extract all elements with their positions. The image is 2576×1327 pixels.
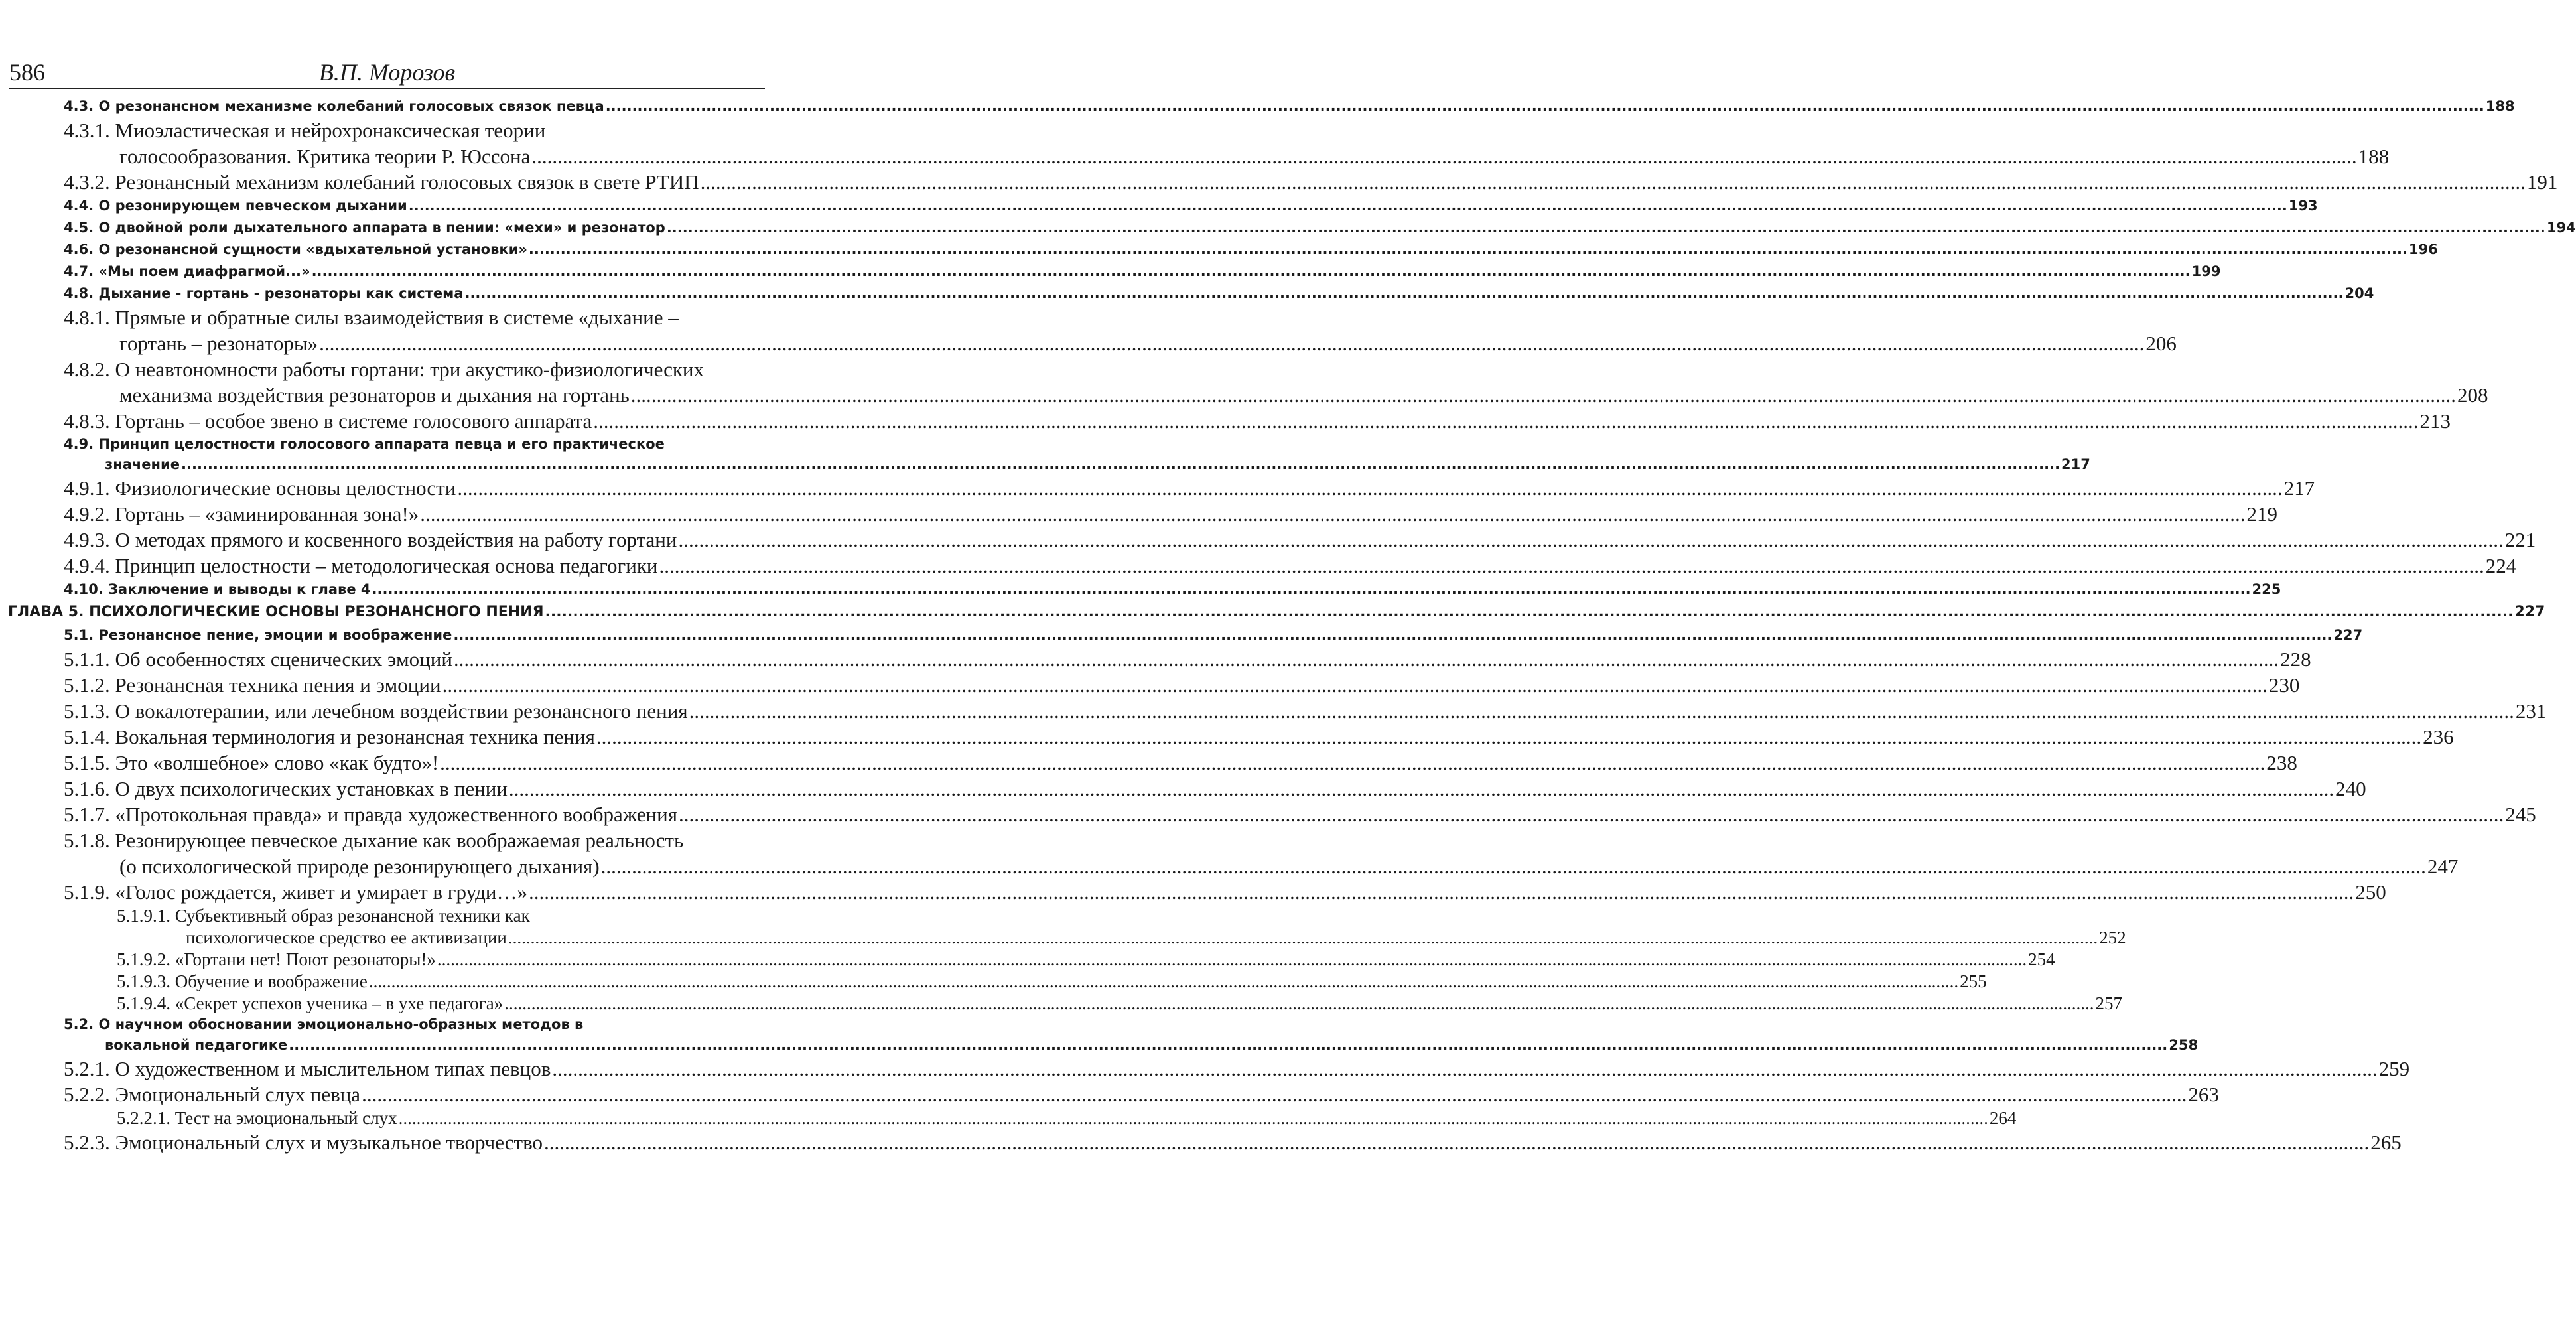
toc-entry-title: 4.9.2. Гортань – «заминированная зона!» xyxy=(64,502,419,525)
dot-leader xyxy=(440,750,2265,776)
dot-leader xyxy=(181,454,2060,475)
dot-leader xyxy=(596,724,2421,750)
dot-leader xyxy=(701,169,2526,195)
toc-entry-page: 228 xyxy=(2280,648,2311,671)
toc-entry-title: 5.1.8. Резонирующее певческое дыхание как воображаемая реальность xyxy=(64,829,684,852)
toc-entry-page: 194 xyxy=(2546,220,2576,236)
dot-leader xyxy=(362,1082,2187,1107)
toc-entry-page: 255 xyxy=(1960,971,1987,991)
toc-entry-title: 4.8. Дыхание - гортань - резонаторы как система xyxy=(64,285,464,301)
toc-entry xyxy=(0,501,2278,527)
toc-entry xyxy=(0,993,2122,1014)
toc-entry-page: 217 xyxy=(2061,456,2090,472)
toc-entry xyxy=(0,1107,2017,1129)
toc-entry xyxy=(0,905,2126,949)
toc-entry-page: 231 xyxy=(2515,699,2547,723)
dot-leader xyxy=(606,96,2484,117)
dot-leader xyxy=(678,527,2503,553)
toc-entry-title: 4.9.3. О методах прямого и косвенного воздействия на работу гортани xyxy=(64,528,677,551)
dot-leader xyxy=(289,1035,2167,1056)
toc-entry-page: 213 xyxy=(2419,409,2451,433)
toc-entry xyxy=(0,600,2545,624)
toc-entry xyxy=(0,527,2536,553)
dot-leader xyxy=(420,501,2245,527)
toc-entry xyxy=(0,434,2090,475)
toc-entry-page: 236 xyxy=(2423,725,2454,748)
toc-entry-page: 264 xyxy=(1989,1108,2017,1128)
toc-entry-page: 206 xyxy=(2145,332,2177,355)
toc-entry-page: 263 xyxy=(2188,1083,2219,1106)
toc-entry-title: 4.3. О резонансном механизме колебаний голосовых связок певца xyxy=(64,98,604,114)
toc-entry-title: 4.5. О двойной роли дыхательного аппарата в пении: «мехи» и резонатор xyxy=(64,220,665,236)
toc-entry-title: 5.2.1. О художественном и мыслительном типах певцов xyxy=(64,1057,551,1080)
toc-entry-title: 4.7. «Мы поем диафрагмой...» xyxy=(64,263,310,279)
toc-entry-page: 188 xyxy=(2485,98,2515,114)
toc-entry-continuation xyxy=(64,330,2177,356)
dot-leader xyxy=(454,646,2279,672)
toc-entry-page: 225 xyxy=(2252,581,2281,597)
toc-entry-title: 4.10. Заключение и выводы к главе 4 xyxy=(64,581,371,597)
toc-entry-title: 5.1.7. «Протокольная правда» и правда художественного воображения xyxy=(64,803,677,826)
toc-entry-page: 250 xyxy=(2355,880,2386,904)
dot-leader xyxy=(531,143,2356,169)
toc-entry xyxy=(0,1014,2199,1056)
toc-entry xyxy=(0,698,2547,724)
dot-leader xyxy=(457,475,2282,501)
dot-leader xyxy=(509,776,2334,802)
toc-entry xyxy=(0,169,2558,195)
toc-entry xyxy=(0,96,2515,117)
toc-entry-title-continued: механизма воздействия резонаторов и дыхания на гортань xyxy=(119,384,630,407)
toc-entry-title: 5.2.2.1. Тест на эмоциональный слух xyxy=(117,1108,397,1128)
dot-leader xyxy=(437,949,2027,971)
dot-leader xyxy=(464,283,2343,305)
dot-leader xyxy=(529,879,2354,905)
toc-entry-page: 259 xyxy=(2378,1057,2410,1080)
toc-entry-page: 191 xyxy=(2526,171,2558,194)
toc-entry xyxy=(0,624,2363,646)
toc-entry-continuation xyxy=(64,1035,2199,1056)
toc-entry xyxy=(0,879,2386,905)
toc-entry-title: 5.1. Резонансное пение, эмоции и воображение xyxy=(64,627,452,643)
toc-entry-title: 5.2.2. Эмоциональный слух певца xyxy=(64,1083,361,1106)
toc-entry xyxy=(0,672,2300,698)
toc-entry-page: 240 xyxy=(2335,777,2366,800)
toc-entry-page: 247 xyxy=(2427,855,2459,878)
toc-entry xyxy=(0,283,2374,305)
toc-entry xyxy=(0,195,2318,217)
toc-entry-title: 5.1.9.2. «Гортани нет! Поют резонаторы!» xyxy=(117,949,436,969)
dot-leader xyxy=(508,927,2098,949)
toc-entry-title: 5.1.9.3. Обучение и воображение xyxy=(117,971,368,991)
toc-entry xyxy=(0,356,2488,408)
toc-entry xyxy=(0,802,2536,827)
running-head-author: В.П. Морозов xyxy=(318,59,456,86)
toc-entry-title: 5.1.9.1. Субъективный образ резонансной техники как xyxy=(117,906,530,926)
dot-leader xyxy=(529,239,2407,261)
toc-entry xyxy=(0,305,2177,356)
toc-entry xyxy=(0,1056,2410,1082)
toc-entry-page: 227 xyxy=(2333,627,2363,643)
toc-entry-title: 5.1.9. «Голос рождается, живет и умирает в груди…» xyxy=(64,880,527,904)
toc-entry-title: 5.1.3. О вокалотерапии, или лечебном воздействии резонансного пения xyxy=(64,699,688,723)
dot-leader xyxy=(369,971,1958,993)
toc-entry-continuation xyxy=(64,454,2090,475)
toc-entry xyxy=(0,646,2311,672)
toc-entry-page: 204 xyxy=(2344,285,2374,301)
toc-entry-page: 258 xyxy=(2169,1037,2199,1053)
dot-leader xyxy=(659,553,2484,579)
toc-entry xyxy=(0,579,2281,600)
dot-leader xyxy=(601,853,2426,879)
dot-leader xyxy=(689,698,2514,724)
dot-leader xyxy=(372,579,2251,600)
toc-entry-title: 5.1.2. Резонансная техника пения и эмоции xyxy=(64,673,441,697)
toc-entry-title: 5.1.6. О двух психологических установках в пении xyxy=(64,777,508,800)
toc-entry xyxy=(0,971,1987,993)
toc-entry-title: 5.1.9.4. «Секрет успехов ученика – в ухе педагога» xyxy=(117,993,504,1013)
toc-entry-title-continued: гортань – резонаторы» xyxy=(119,332,318,355)
toc-entry-title: 4.9. Принцип целостности голосового аппарата певца и его практическое xyxy=(64,436,665,452)
toc-entry-page: 252 xyxy=(2099,928,2126,947)
toc-entry-title: 4.8.3. Гортань – особое звено в системе голосового аппарата xyxy=(64,409,592,433)
toc-entry-page: 193 xyxy=(2288,198,2318,214)
dot-leader xyxy=(319,330,2144,356)
dot-leader xyxy=(504,993,2094,1014)
toc-entry xyxy=(0,475,2315,501)
toc-entry xyxy=(0,827,2459,879)
toc-entry xyxy=(0,776,2366,802)
toc-entry-title-continued: голосообразования. Критика теории Р. Юссона xyxy=(119,145,531,168)
dot-leader xyxy=(545,600,2514,624)
page-number: 586 xyxy=(9,59,45,86)
toc-entry-title: 5.2.3. Эмоциональный слух и музыкальное творчество xyxy=(64,1131,543,1154)
toc-entry-page: 217 xyxy=(2283,476,2315,500)
toc-entry xyxy=(0,724,2454,750)
toc-entry-continuation xyxy=(64,143,2390,169)
toc-entry-title: 5.2. О научном обосновании эмоционально-образных методов в xyxy=(64,1016,584,1032)
dot-leader xyxy=(679,802,2504,827)
toc-entry-page: 227 xyxy=(2514,604,2545,620)
toc-entry xyxy=(0,553,2517,579)
toc-entry-page: 188 xyxy=(2358,145,2390,168)
toc-entry-page: 257 xyxy=(2095,993,2122,1013)
toc-entry-title: 5.1.1. Об особенностях сценических эмоций xyxy=(64,648,452,671)
toc-entry-title: 5.1.4. Вокальная терминология и резонансная техника пения xyxy=(64,725,595,748)
toc-entry-page: 208 xyxy=(2457,384,2488,407)
toc-entry-title: ГЛАВА 5. ПСИХОЛОГИЧЕСКИЕ ОСНОВЫ РЕЗОНАНСНОГО ПЕНИЯ xyxy=(8,604,544,620)
table-of-contents xyxy=(0,96,2576,1155)
toc-entry-page: 245 xyxy=(2505,803,2536,826)
toc-entry-page: 199 xyxy=(2191,263,2221,279)
toc-entry-title-continued: психологическое средство ее активизации xyxy=(186,928,507,947)
toc-entry-title: 4.8.1. Прямые и обратные силы взаимодействия в системе «дыхание – xyxy=(64,306,679,329)
toc-entry-page: 196 xyxy=(2408,242,2438,257)
toc-entry xyxy=(0,1129,2402,1155)
toc-entry xyxy=(0,949,2055,971)
toc-entry-page: 224 xyxy=(2485,554,2517,577)
toc-entry xyxy=(0,750,2297,776)
toc-entry-page: 238 xyxy=(2266,751,2297,774)
toc-entry-title-continued: (о психологической природе резонирующего дыхания) xyxy=(119,855,600,878)
running-header xyxy=(9,54,765,89)
dot-leader xyxy=(552,1056,2377,1082)
toc-entry-continuation xyxy=(64,853,2459,879)
toc-entry-page: 221 xyxy=(2504,528,2536,551)
toc-entry-title: 4.9.4. Принцип целостности – методологическая основа педагогики xyxy=(64,554,658,577)
dot-leader xyxy=(631,382,2456,408)
dot-leader xyxy=(667,217,2545,239)
toc-entry xyxy=(0,408,2451,434)
dot-leader xyxy=(409,195,2287,217)
toc-entry xyxy=(0,239,2438,261)
toc-entry xyxy=(0,117,2390,169)
toc-entry-continuation xyxy=(117,927,2126,949)
dot-leader xyxy=(544,1129,2369,1155)
toc-entry-page: 219 xyxy=(2246,502,2278,525)
dot-leader xyxy=(442,672,2268,698)
dot-leader xyxy=(399,1107,1988,1129)
toc-entry-title: 4.9.1. Физиологические основы целостности xyxy=(64,476,456,500)
dot-leader xyxy=(312,261,2191,283)
toc-entry xyxy=(0,261,2221,283)
toc-entry-title: 4.4. О резонирующем певческом дыхании xyxy=(64,198,407,214)
toc-entry-page: 265 xyxy=(2370,1131,2402,1154)
toc-entry-title: 5.1.5. Это «волшебное» слово «как будто»! xyxy=(64,751,439,774)
toc-entry xyxy=(0,1082,2219,1107)
dot-leader xyxy=(453,624,2332,646)
toc-entry-title: 4.6. О резонансной сущности «вдыхательной установки» xyxy=(64,242,527,257)
toc-entry xyxy=(0,217,2576,239)
dot-leader xyxy=(593,408,2418,434)
toc-entry-title-continued: значение xyxy=(105,456,180,472)
toc-entry-title: 4.8.2. О неавтономности работы гортани: три акустико-физиологических xyxy=(64,358,705,381)
toc-entry-title: 4.3.1. Миоэластическая и нейрохронаксическая теории xyxy=(64,119,546,142)
toc-entry-title: 4.3.2. Резонансный механизм колебаний голосовых связок в свете РТИП xyxy=(64,171,699,194)
toc-entry-page: 254 xyxy=(2028,949,2055,969)
toc-entry-title-continued: вокальной педагогике xyxy=(105,1037,288,1053)
toc-entry-continuation xyxy=(64,382,2488,408)
toc-entry-page: 230 xyxy=(2268,673,2300,697)
